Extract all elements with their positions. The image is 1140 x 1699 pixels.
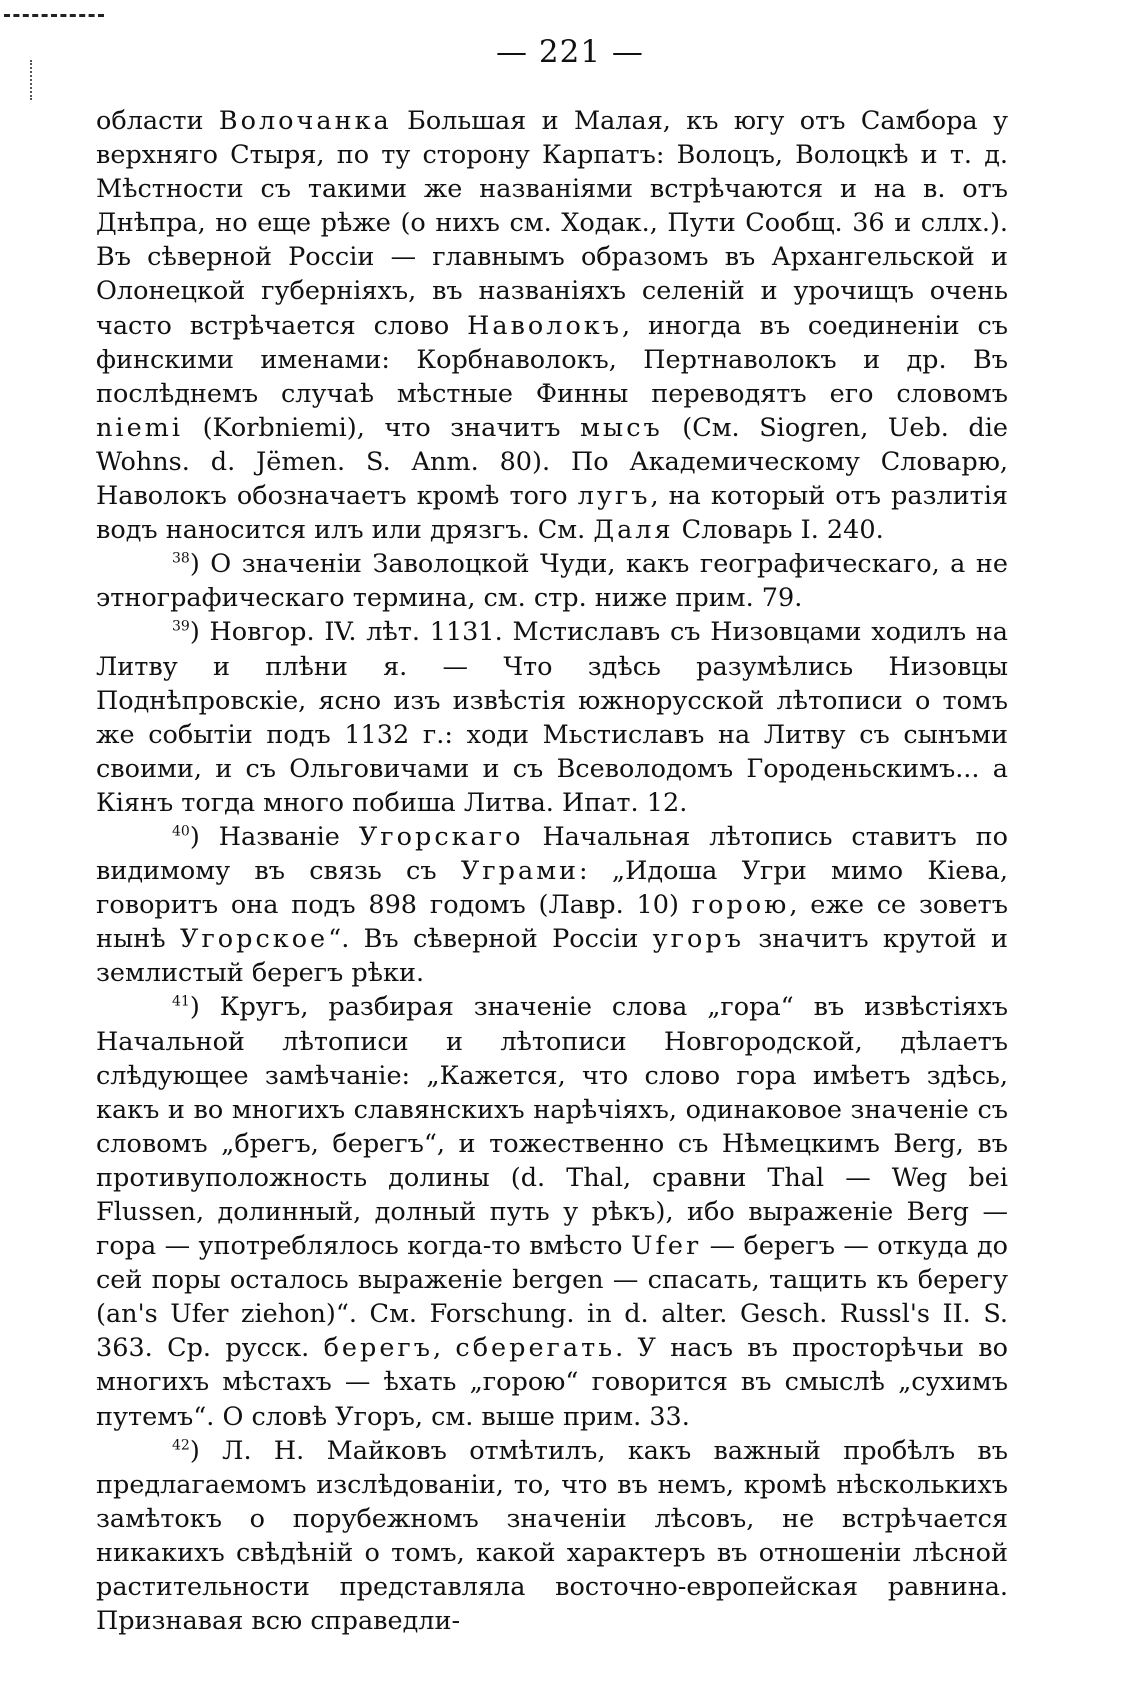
text-run: : „Идоша Угри мимо Кіева, говоритъ она подъ 898 годомъ (Лавр. 10) xyxy=(96,856,1008,921)
spaced-emphasis: niemi xyxy=(96,412,184,443)
footnote-38 xyxy=(96,547,1008,615)
footnote-42 xyxy=(96,1434,1008,1639)
spaced-emphasis: Волочанка xyxy=(218,106,392,136)
text-run: . У насъ въ просторѣчьи во многихъ мѣстахъ — ѣхать „горою“ говорится въ смыслѣ „сухимъ путемъ“. О словѣ Угоръ, см. выше прим. 33. xyxy=(96,1333,1009,1432)
spaced-emphasis: Уграми xyxy=(460,856,580,887)
text-run: ) Новгор. IV. лѣт. 1131. Мстиславъ съ Низовцами ходилъ на Литву и плѣни я. — Что здѣсь разумѣлись Низовцы Поднѣпровскіе, ясно изъ извѣстія южнорусской лѣтописи о томъ же событіи подъ 1132 г.: ходи Мьстиславъ на Литву съ сынъми своими, и съ Ольговичами и съ Всеволодомъ Городеньскимъ... а Кіянъ тогда много побиша Литва. Ипат. 12. xyxy=(96,617,1008,818)
footnote-marker: 40 xyxy=(172,823,190,840)
spaced-emphasis: сберегать xyxy=(455,1333,616,1364)
text-run: ) О значеніи Заволоцкой Чуди, какъ географическаго, а не этнографическаго термина, см. стр. ниже прим. 79. xyxy=(96,549,1008,614)
text-run: (Korbniemi), что значитъ xyxy=(183,412,581,443)
text-run: ) Кругъ, разбирая значеніе слова „гора“ въ извѣстіяхъ Начальной лѣтописи и лѣтописи Новгородской, дѣлаетъ слѣдующее замѣчаніе: „Кажется, что слово гора имѣетъ здѣсь, какъ и во многихъ славянскихъ нарѣчіяхъ, одинаковое значеніе съ словомъ „брегъ, берегъ“, и тожественно съ Нѣмецкимъ Berg, въ противуположность долины (d. Thal, сравни Thal — Weg bei Flussen, долинный, долный путь у рѣкъ), ибо выраженіе Berg — гора — употреблялось когда-то вмѣсто xyxy=(96,992,1008,1262)
text-run: “. Въ сѣверной Россіи xyxy=(328,924,653,955)
spaced-emphasis: Даля xyxy=(593,515,674,546)
text-run: ) Названіе xyxy=(189,821,359,852)
footnote-marker: 39 xyxy=(172,618,190,635)
text-run: , на который отъ разлитія водъ наносится илъ или дрязгъ. См. xyxy=(96,481,1008,546)
spaced-emphasis: берегъ xyxy=(323,1333,434,1364)
footnote-39 xyxy=(96,615,1008,820)
spaced-emphasis: лугъ xyxy=(577,481,651,512)
text-run: ) Л. Н. Майковъ отмѣтилъ, какъ важный пробѣлъ въ предлагаемомъ изслѣдованіи, то, что въ немъ, кромѣ нѣсколькихъ замѣтокъ о порубежномъ значеніи лѣсовъ, не встрѣчается никакихъ свѣдѣній о томъ, какой характеръ въ отношеніи лѣсной растительности представляла восточно-европейская равнина. Признавая всю справедли- xyxy=(96,1435,1008,1637)
footnote-40 xyxy=(96,820,1008,990)
text-run: Начальная лѣтопись ставитъ по видимому въ связь съ xyxy=(96,821,1009,887)
footnote-marker: 41 xyxy=(172,993,190,1010)
text-run: Словарь I. 240. xyxy=(673,515,884,546)
footnote-marker: 42 xyxy=(172,1437,190,1454)
page-body xyxy=(96,104,1008,1638)
text-run: , xyxy=(433,1333,456,1364)
spaced-emphasis: Наволокъ xyxy=(467,310,622,341)
spaced-emphasis: горою xyxy=(691,890,790,921)
text-run: Большая и Малая, къ югу отъ Самбора у верхняго Стыря, по ту сторону Карпатъ: Волоцъ, Волоцкѣ и т. д. Мѣстности съ такими же названіями встрѣчаются и на в. отъ Днѣпра, но еще рѣже (о нихъ см. Ходак., Пути Сообщ. 36 и сллх.). Въ сѣверной Россіи — главнымъ образомъ въ Архангельской и Олонецкой губерніяхъ, въ названіяхъ селеній и урочищъ очень часто встрѣчается слово xyxy=(96,106,1008,341)
spaced-emphasis: Угорскаго xyxy=(358,821,524,852)
spaced-emphasis: Угорское xyxy=(180,924,329,955)
text-run: области xyxy=(96,106,219,136)
text-run: , иногда въ соединеніи съ финскими именами: Корбнаволокъ, Пертнаволокъ и др. Въ послѣднемъ случаѣ мѣстные Финны переводятъ его словомъ xyxy=(96,310,1008,409)
paragraph-main xyxy=(96,104,1008,547)
spaced-emphasis: Ufer xyxy=(630,1231,702,1262)
spaced-emphasis: угоръ xyxy=(652,924,744,955)
text-run: , еже се зоветъ нынѣ xyxy=(96,890,1008,955)
scan-edge-mark xyxy=(4,0,104,17)
text-run: — берегъ — откуда до сей поры осталось выраженіе bergen — спасать, тащить къ берегу (an's Ufer ziehon)“. См. Forschung. in d. alter. Gesch. Russl's II. S. 363. Ср. русск. xyxy=(96,1231,1009,1364)
footnote-41 xyxy=(96,990,1008,1433)
page-number: — 221 — xyxy=(496,34,644,70)
footnote-marker: 38 xyxy=(172,550,190,567)
text-run: (См. Siogren, Ueb. die Wohns. d. Jëmen. S. Anm. 80). По Академическому Словарю, Наволокъ обозначаетъ кромѣ того xyxy=(96,412,1008,512)
text-run: значитъ крутой и землистый берегъ рѣки. xyxy=(96,924,1008,989)
spaced-emphasis: мысъ xyxy=(580,412,663,443)
